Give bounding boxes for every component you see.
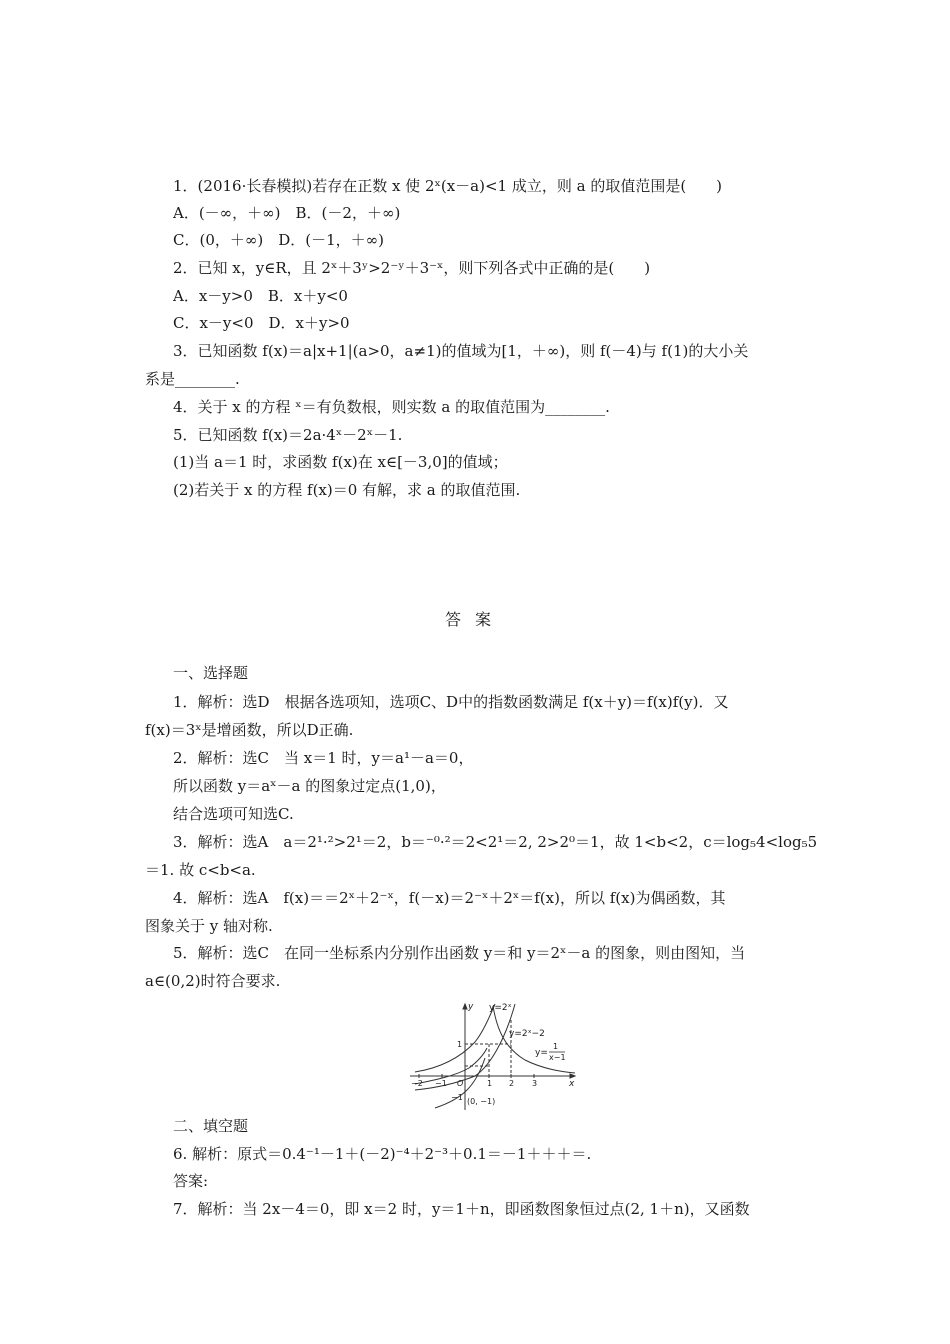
answer-5-line-1: 5．解析：选C 在同一坐标系内分别作出函数 y＝和 y＝2ˣ－a 的图象，则由图知，当 — [173, 944, 746, 962]
answer-2-line-2: 所以函数 y＝aˣ－a 的图象过定点(1,0)， — [173, 777, 446, 795]
answer-4-line-2: 图象关于 y 轴对称. — [145, 917, 273, 935]
label-axis-y: y — [468, 1002, 474, 1012]
label-tick-1: 1 — [487, 1079, 493, 1088]
question-5: 5．已知函数 f(x)＝2a·4ˣ－2ˣ－1. — [173, 426, 403, 444]
answer-7: 7．解析：当 2x－4＝0，即 x＝2 时，y＝1＋n，即函数图象恒过点(2, 1＋n)，又函数 — [173, 1200, 750, 1218]
curve-y-2x — [415, 1004, 495, 1072]
answer-6: 6. 解析：原式＝0.4⁻¹－1＋(－2)⁻⁴＋2⁻³＋0.1＝－1＋＋＋＝. — [173, 1145, 592, 1163]
x-axis-arrow — [570, 1074, 575, 1078]
question-3-line-2: 系是________. — [145, 370, 240, 388]
label-y-eq: y= — [535, 1048, 548, 1058]
answer-6-label: 答案: — [173, 1172, 209, 1190]
label-ytick-m1: −1 — [451, 1093, 463, 1102]
label-axis-x: x — [569, 1079, 575, 1089]
answers-title: 答案 — [444, 610, 505, 629]
question-2-options-ab: A．x－y>0 B．x＋y<0 — [173, 287, 348, 305]
question-1-options-ab: A．(－∞，＋∞) B．(－2，＋∞) — [173, 204, 401, 222]
question-2: 2．已知 x，y∈R，且 2ˣ＋3ʸ>2⁻ʸ＋3⁻ˣ，则下列各式中正确的是( ) — [173, 259, 651, 277]
label-tick-3: 3 — [532, 1079, 538, 1088]
question-4: 4．关于 x 的方程 ˣ＝有负数根，则实数 a 的取值范围为________. — [173, 398, 610, 416]
question-5-part-2: (2)若关于 x 的方程 f(x)＝0 有解，求 a 的取值范围. — [173, 481, 521, 499]
answer-5-line-2: a∈(0,2)时符合要求. — [145, 972, 281, 990]
section-heading-fill: 二、填空题 — [173, 1117, 249, 1135]
answer-2-line-3: 结合选项可知选C. — [173, 805, 294, 823]
answer-4-line-1: 4．解析：选A f(x)＝＝2ˣ＋2⁻ˣ，f(－x)＝2⁻ˣ＋2ˣ＝f(x)，所以 f(x)为偶函数，其 — [173, 889, 726, 907]
question-1: 1．(2016·长春模拟)若存在正数 x 使 2ˣ(x－a)<1 成立，则 a 的取值范围是( ) — [173, 177, 723, 195]
answer-3-line-1: 3．解析：选A a＝2¹·²>2¹＝2，b＝⁻⁰·²＝2<2¹＝2, 2>2⁰＝1，故 1<b<2，c＝log₅4<log₅5 — [173, 833, 818, 851]
label-tick-2: 2 — [509, 1079, 515, 1088]
question-1-options-cd: C．(0，＋∞) D．(－1，＋∞) — [173, 231, 384, 249]
answer-3-line-2: ＝1. 故 c<b<a. — [145, 861, 256, 879]
label-origin: O — [457, 1079, 464, 1088]
answer-1-line-1: 1．解析：选D 根据各选项知，选项C、D中的指数函数满足 f(x＋y)＝f(x)f(y)．又 — [173, 693, 729, 711]
label-point: (0, −1) — [467, 1097, 496, 1106]
label-tick-m2: −2 — [411, 1079, 423, 1088]
label-tick-m1: −1 — [435, 1079, 447, 1088]
y-axis-arrow — [463, 1004, 467, 1009]
label-y-2x-minus-2: y=2ˣ−2 — [509, 1029, 545, 1039]
label-y-2x: y=2ˣ — [489, 1003, 512, 1013]
answer-2-line-1: 2．解析：选C 当 x＝1 时，y＝a¹－a＝0， — [173, 749, 474, 767]
question-3-line-1: 3．已知函数 f(x)＝a|x+1|(a>0，a≠1)的值域为[1，＋∞)，则 f(－4)与 f(1)的大小关 — [173, 342, 749, 360]
section-heading-choice: 一、选择题 — [173, 664, 249, 682]
question-5-part-1: (1)当 a＝1 时，求函数 f(x)在 x∈[－3,0]的值域； — [173, 453, 508, 471]
question-2-options-cd: C．x－y<0 D．x＋y>0 — [173, 314, 350, 332]
answer-1-line-2: f(x)＝3ˣ是增函数，所以D正确. — [145, 721, 354, 739]
label-frac-num: 1 — [553, 1042, 559, 1051]
curve-hyperbola-right — [493, 1006, 575, 1073]
label-ytick-1: 1 — [457, 1040, 463, 1049]
label-frac-den: x−1 — [549, 1053, 566, 1062]
function-graph-figure — [405, 1000, 583, 1112]
